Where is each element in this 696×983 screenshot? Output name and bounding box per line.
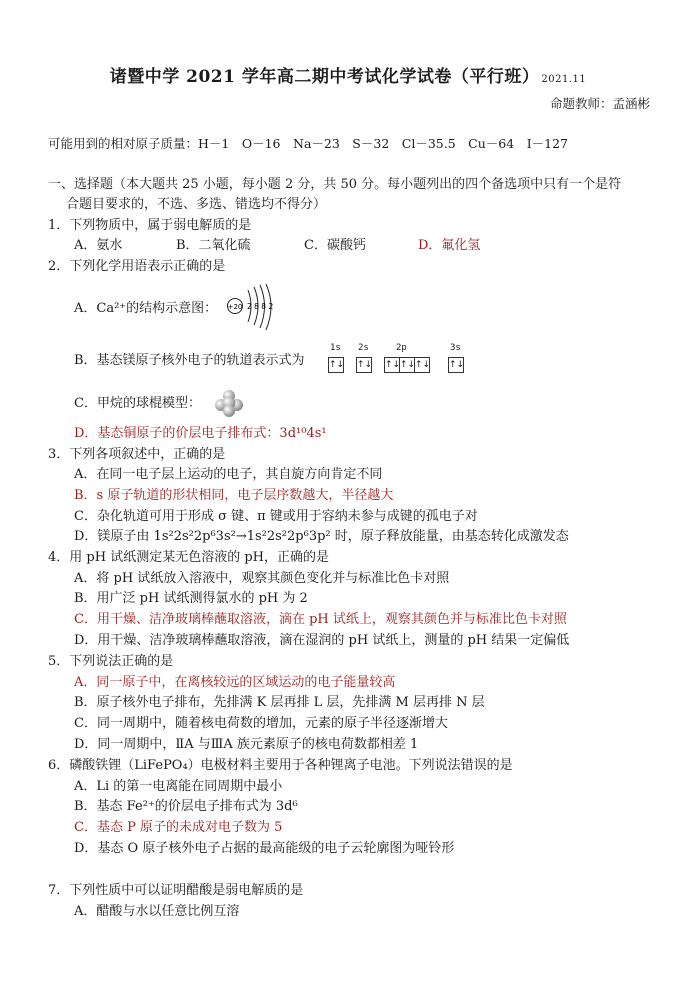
q4-option-b: B．用广泛 pH 试纸测得氯水的 pH 为 2 xyxy=(74,591,308,606)
q5-option-a: A．同一原子中，在离核较远的区域运动的电子能量较高 xyxy=(74,675,396,690)
orbital-label-1s: 1s xyxy=(330,343,341,353)
q2-option-c: C．甲烷的球棍模型： xyxy=(74,396,201,411)
q1-options xyxy=(74,237,480,255)
q4-option-a: A．将 pH 试纸放入溶液中，观察其颜色变化并与标准比色卡对照 xyxy=(74,571,450,586)
q2-option-a: A．Ca²⁺的结构示意图： xyxy=(74,301,218,316)
q4-option-c: C．用干燥、洁净玻璃棒蘸取溶液，滴在 pH 试纸上，观察其颜色并与标准比色卡对照 xyxy=(74,612,567,627)
orbital-box-2p-1: ↑↓ xyxy=(384,357,400,373)
q5-option-b: B．原子核外电子排布，先排满 K 层再排 L 层，先排满 M 层再排 N 层 xyxy=(74,695,485,710)
q4-stem: 4．用 pH 试纸测定某无色溶液的 pH，正确的是 xyxy=(48,550,329,565)
orbital-box-1s: ↑↓ xyxy=(328,357,344,373)
mg-orbital-diagram xyxy=(326,343,476,379)
section-intro-1: 一、选择题（本大题共 25 小题，每小题 2 分，共 50 分。每小题列出的四个备选项中只有一个是符 xyxy=(48,177,622,192)
atomic-masses: 可能用到的相对原子质量：H－1 O－16 Na－23 S－32 Cl－35.5 Cu－64 I－127 xyxy=(48,136,568,151)
exam-date: 2021.11 xyxy=(541,74,587,85)
q2-option-d: D．基态铜原子的价层电子排布式：3d¹⁰4s¹ xyxy=(74,426,327,441)
q6-option-c: C．基态 P 原子的未成对电子数为 5 xyxy=(74,820,283,835)
q5-option-c: C．同一周期中，随着核电荷数的增加，元素的原子半径逐渐增大 xyxy=(74,716,448,731)
q5-option-d: D．同一周期中，ⅡA 与ⅢA 族元素原子的核电荷数都相差 1 xyxy=(74,737,419,752)
q7-option-a: A．醋酸与水以任意比例互溶 xyxy=(74,904,240,919)
q1-option-a: A．氨水 xyxy=(74,238,123,253)
q1-option-b: B．二氧化硫 xyxy=(176,238,251,253)
orbital-box-3s: ↑↓ xyxy=(448,357,464,373)
q1-option-c: C．碳酸钙 xyxy=(304,238,366,253)
orbital-label-2s: 2s xyxy=(358,343,369,353)
methane-ball-stick-model xyxy=(212,388,246,418)
q1-option-d: D．氟化氢 xyxy=(418,238,481,253)
q5-stem: 5．下列说法正确的是 xyxy=(48,654,174,669)
orbital-label-3s: 3s xyxy=(450,343,461,353)
section-intro-2: 合题目要求的，不选、多选、错选均不得分） xyxy=(66,197,327,212)
q7-stem: 7．下列性质中可以证明醋酸是弱电解质的是 xyxy=(48,883,304,898)
ca-ion-structure-diagram xyxy=(226,284,286,334)
q6-option-b: B．基态 Fe²⁺的价层电子排布式为 3d⁶ xyxy=(74,799,298,814)
q3-option-c: C．杂化轨道可用于形成 σ 键、π 键或用于容纳未参与成键的孤电子对 xyxy=(74,509,478,524)
orbital-label-2p: 2p xyxy=(396,343,407,353)
q3-option-d: D．镁原子由 1s²2s²2p⁶3s²→1s²2s²2p⁶3p² 时，原子释放能量，由基态转化成激发态 xyxy=(74,529,569,544)
orbital-box-2p-2: ↑↓ xyxy=(399,357,415,373)
nucleus-charge: +20 xyxy=(227,303,243,311)
q6-option-d: D．基态 O 原子核外电子占据的最高能级的电子云轮廓图为哑铃形 xyxy=(74,841,455,856)
page-title xyxy=(0,62,696,87)
shell-electrons: 2 8 8 2 xyxy=(247,302,274,311)
q2-option-b: B．基态镁原子核外电子的轨道表示式为 xyxy=(74,353,305,368)
title-text: 诸暨中学 2021 学年高二期中考试化学试卷（平行班） xyxy=(109,67,540,87)
q3-option-b: B．s 原子轨道的形状相同，电子层序数越大，半径越大 xyxy=(74,488,394,503)
q4-option-d: D．用干燥、洁净玻璃棒蘸取溶液，滴在湿润的 pH 试纸上，测量的 pH 结果一定偏低 xyxy=(74,633,570,648)
q3-option-a: A．在同一电子层上运动的电子，其自旋方向肯定不同 xyxy=(74,467,383,482)
orbital-box-2s: ↑↓ xyxy=(356,357,372,373)
q6-option-a: A．Li 的第一电离能在同周期中最小 xyxy=(74,779,283,794)
orbital-box-2p-3: ↑↓ xyxy=(414,357,430,373)
author-line: 命题教师：孟涵彬 xyxy=(549,96,650,111)
q1-stem: 1．下列物质中，属于弱电解质的是 xyxy=(48,218,252,233)
q2-stem: 2．下列化学用语表示正确的是 xyxy=(48,259,226,274)
q6-stem: 6．磷酸铁锂（LiFePO₄）电极材料主要用于各种锂离子电池。下列说法错误的是 xyxy=(48,758,513,773)
q3-stem: 3．下列各项叙述中，正确的是 xyxy=(48,447,226,462)
